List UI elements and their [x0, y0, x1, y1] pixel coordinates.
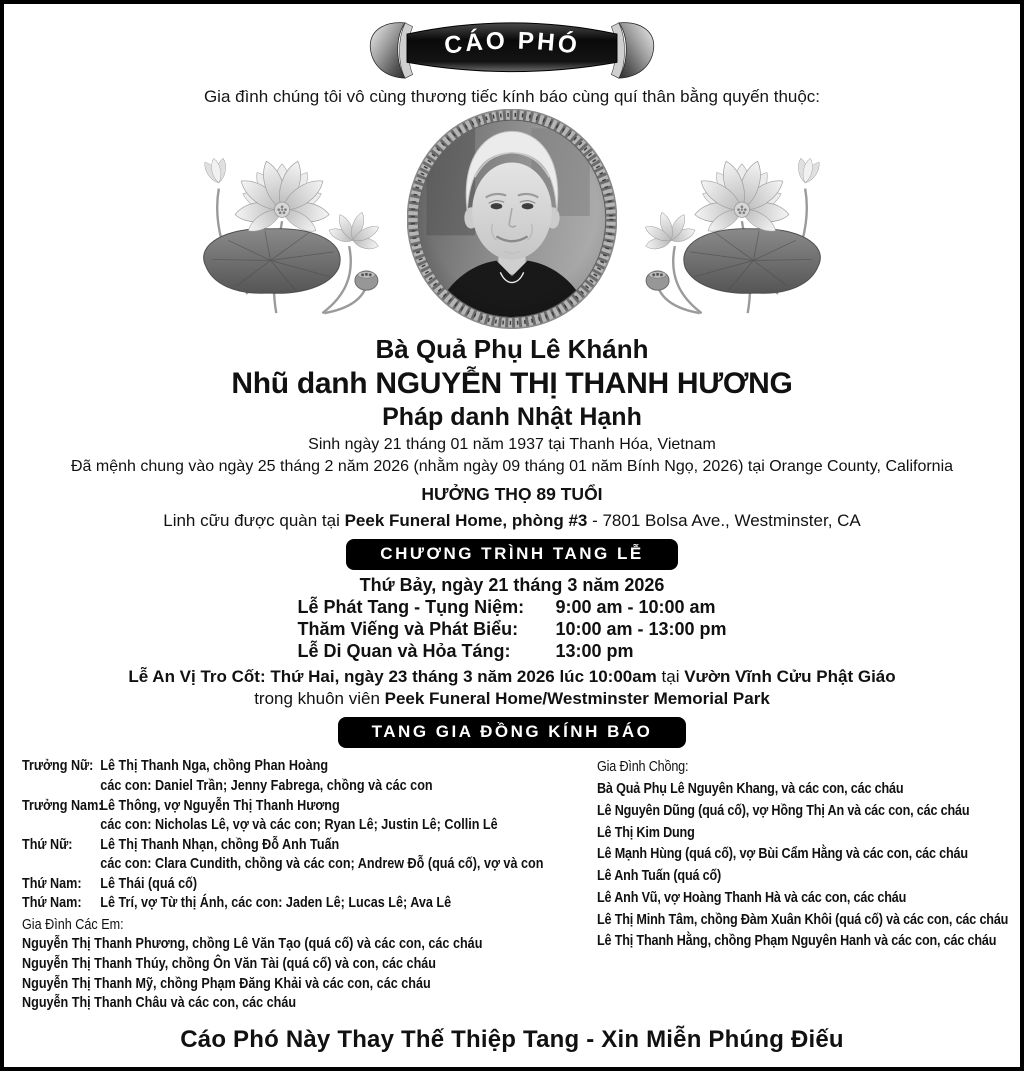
relation-text: các con: Clara Cundith, chồng và các con; Andrew Đỗ (quá cố), vợ và con	[100, 856, 544, 873]
program-schedule	[22, 575, 1002, 663]
event-label: Lễ Di Quan và Hỏa Táng:	[297, 640, 511, 661]
relation-label	[22, 855, 100, 875]
sibling-line: Nguyễn Thị Thanh Mỹ, chồng Phạm Đăng Khải và các con, các cháu	[22, 975, 431, 992]
relation-text: các con: Nicholas Lê, vợ và các con; Ryan Lê; Justin Lê; Collin Lê	[100, 817, 498, 834]
husband-family-line: Lê Thị Minh Tâm, chồng Đàm Xuân Khôi (quá cố) và các con, các cháu	[597, 911, 1009, 928]
deceased-maiden-name: Nhũ danh NGUYỄN THỊ THANH HƯƠNG	[231, 366, 793, 400]
ribbon-title: CÁO PHÓ	[442, 27, 582, 60]
relation-label: Thứ Nữ:	[22, 836, 73, 853]
lotus-right-image	[625, 133, 855, 315]
deceased-title-name: Bà Quả Phụ Lê Khánh	[375, 334, 649, 364]
sibling-line: Nguyễn Thị Thanh Thúy, chồng Ôn Văn Tài (quá cố) và con, các cháu	[22, 956, 437, 973]
family-left-column	[22, 757, 597, 1013]
deceased-dharma-name: Pháp danh Nhật Hạnh	[382, 402, 642, 431]
family-right-column	[597, 757, 1009, 1013]
viewing-pre: Linh cữu được quàn tại	[163, 511, 345, 531]
family-row	[22, 836, 596, 856]
relation-label: Trưởng Nam:	[22, 797, 103, 814]
relation-label: Thứ Nam:	[22, 875, 82, 892]
relation-text: Lê Thái (quá cố)	[100, 875, 198, 892]
husband-family-line: Lê Anh Tuấn (quá cố)	[597, 868, 722, 885]
interment2-reg: trong khuôn viên	[254, 689, 385, 709]
interment2-bold: Peek Funeral Home/Westminster Memorial Park	[384, 689, 770, 709]
family-row	[22, 757, 596, 777]
interment-bold2: Vườn Vĩnh Cửu Phật Giáo	[684, 666, 896, 686]
relation-label	[22, 777, 100, 797]
family-banner	[22, 717, 1002, 748]
husband-family-header: Gia Đình Chồng:	[597, 759, 689, 776]
event-label: Thăm Viếng và Phát Biểu:	[297, 619, 519, 639]
program-banner-label: CHƯƠNG TRÌNH TANG LỄ	[346, 539, 677, 570]
siblings-header: Gia Đình Các Em:	[22, 916, 124, 933]
interment-reg: tại	[656, 666, 685, 686]
viewing-line	[22, 511, 1002, 531]
interment-line	[22, 666, 1002, 687]
family-row	[22, 894, 596, 914]
event-time: 13:00 pm	[555, 640, 634, 661]
cao-pho-ribbon-image	[362, 18, 662, 84]
program-date: Thứ Bảy, ngày 21 tháng 3 năm 2026	[359, 575, 665, 596]
event-time: 9:00 am - 10:00 am	[555, 597, 716, 618]
lotus-left-image	[169, 133, 399, 315]
viewing-post: - 7801 Bolsa Ave., Westminster, CA	[587, 511, 861, 531]
family-row	[22, 797, 596, 817]
viewing-location: Peek Funeral Home, phòng #3	[344, 511, 588, 531]
birth-line: Sinh ngày 21 tháng 01 năm 1937 tại Thanh Hóa, Vietnam	[308, 436, 716, 454]
intro-line: Gia đình chúng tôi vô cùng thương tiếc kính báo cùng quí thân bằng quyến thuộc:	[203, 87, 821, 106]
relation-label	[22, 816, 100, 836]
photo-row	[22, 109, 1002, 327]
interment-line2	[22, 688, 1002, 709]
program-banner	[22, 539, 1002, 570]
relation-label: Thứ Nam:	[22, 895, 82, 912]
family-row	[22, 816, 596, 836]
family-section	[22, 757, 1009, 1013]
event-time: 10:00 am - 13:00 pm	[555, 619, 727, 639]
sibling-line: Nguyễn Thị Thanh Châu và các con, các cháu	[22, 995, 297, 1012]
relation-text: Lê Thị Thanh Nga, chồng Phan Hoàng	[100, 758, 329, 775]
relation-text: Lê Trí, vợ Từ thị Ánh, các con: Jaden Lê; Lucas Lê; Ava Lê	[100, 895, 452, 912]
family-row	[22, 855, 596, 875]
husband-family-line: Lê Anh Vũ, vợ Hoàng Thanh Hà và các con, các cháu	[597, 889, 907, 906]
death-line: Đã mệnh chung vào ngày 25 tháng 2 năm 2026 (nhằm ngày 09 tháng 01 năm Bính Ngọ, 2026) tại Orange County, California	[70, 458, 954, 476]
portrait-photo	[407, 109, 617, 325]
family-banner-label: TANG GIA ĐỒNG KÍNH BÁO	[338, 717, 687, 748]
relation-text: Lê Thị Thanh Nhạn, chồng Đỗ Anh Tuấn	[100, 836, 340, 853]
husband-family-line: Lê Thị Thanh Hằng, chồng Phạm Nguyên Hanh và các con, các cháu	[597, 933, 997, 950]
family-row	[22, 875, 596, 895]
relation-text: các con: Daniel Trần; Jenny Fabrega, chồng và các con	[100, 777, 433, 794]
husband-family-line: Lê Thị Kim Dung	[597, 824, 695, 841]
relation-label: Trưởng Nữ:	[22, 758, 94, 775]
age-line: HƯỞNG THỌ 89 TUỔI	[421, 484, 603, 505]
footer-note: Cáo Phó Này Thay Thế Thiệp Tang - Xin Miễn Phúng Điếu	[180, 1025, 844, 1053]
ribbon-banner	[22, 18, 1002, 84]
sibling-line: Nguyễn Thị Thanh Phương, chồng Lê Văn Tạo (quá cố) và các con, các cháu	[22, 936, 483, 953]
event-label: Lễ Phát Tang - Tụng Niệm:	[297, 597, 525, 618]
husband-family-line: Lê Mạnh Hùng (quá cố), vợ Bùi Cẩm Hằng và các con, các cháu	[597, 846, 968, 863]
relation-text: Lê Thông, vợ Nguyễn Thị Thanh Hương	[100, 797, 340, 814]
husband-family-line: Bà Quả Phụ Lê Nguyên Khang, và các con, các cháu	[597, 781, 904, 798]
husband-family-line: Lê Nguyên Dũng (quá cố), vợ Hồng Thị An và các con, các cháu	[597, 802, 970, 819]
interment-bold1: Lễ An Vị Tro Cốt: Thứ Hai, ngày 23 tháng 3 năm 2026 lúc 10:00am	[128, 666, 657, 686]
family-row	[22, 777, 596, 797]
